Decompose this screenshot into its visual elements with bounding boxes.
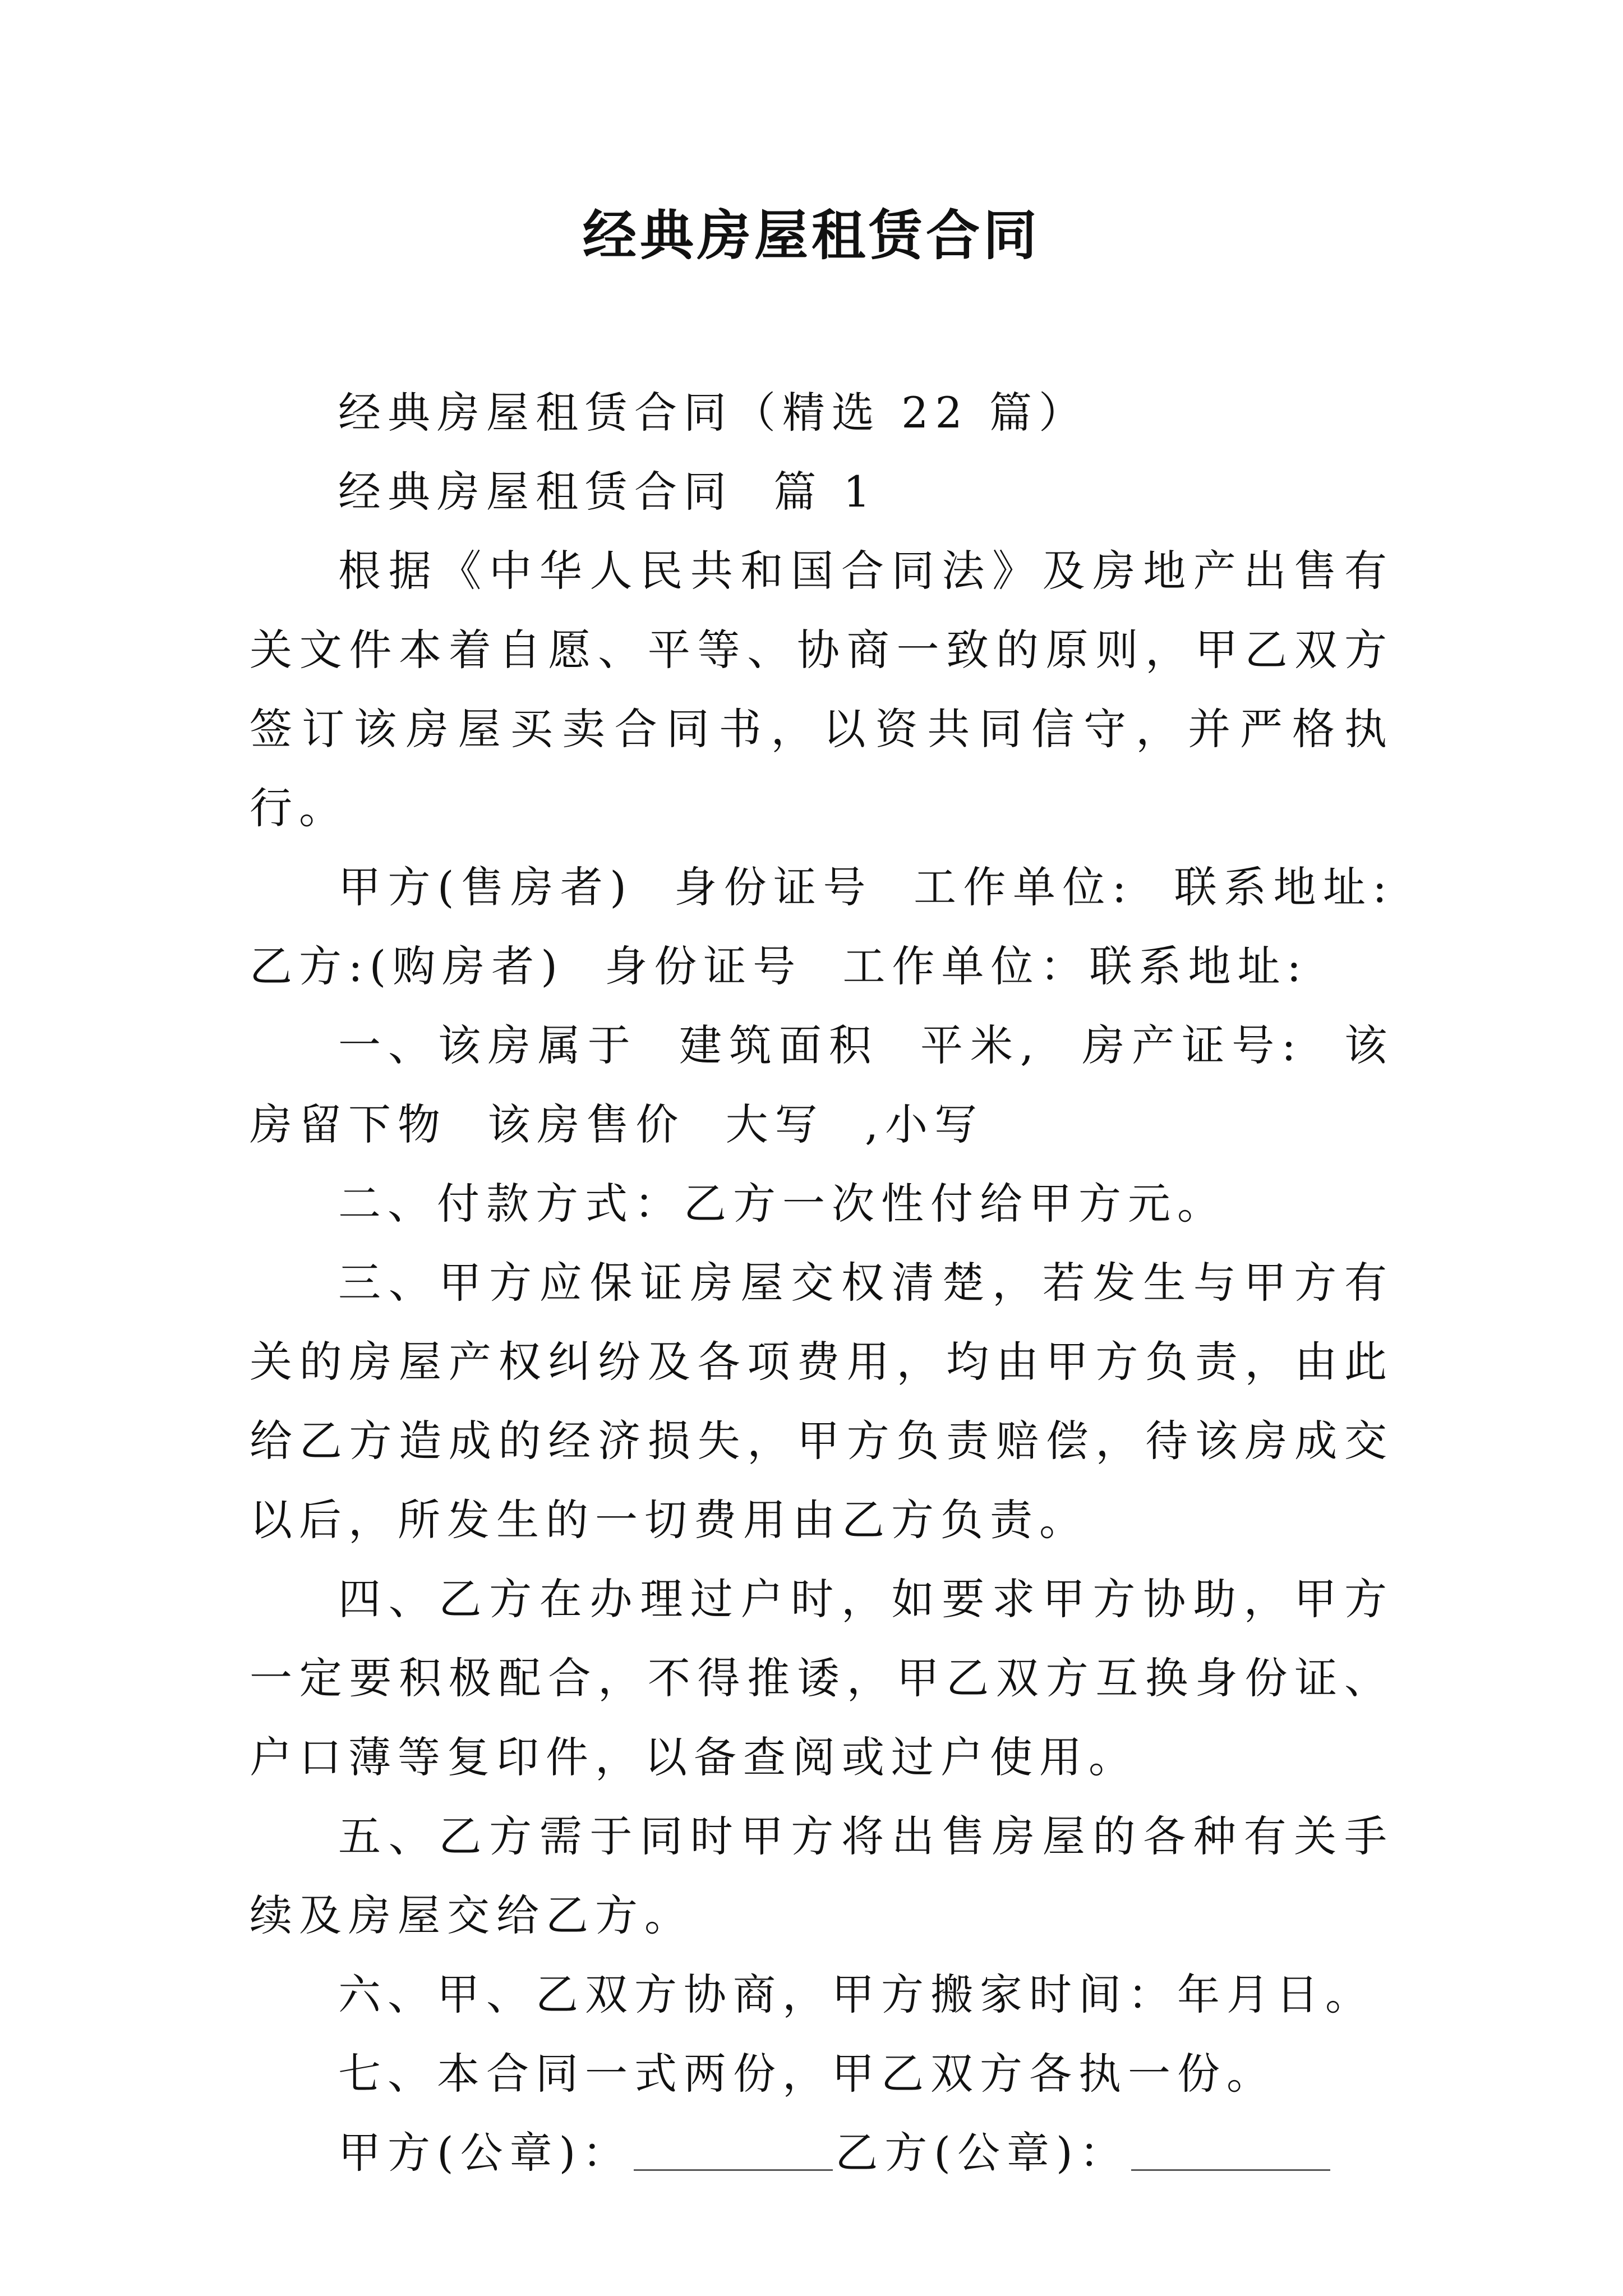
paragraph-clause-6: 六、甲、乙双方协商，甲方搬家时间：年月日。 [338,1970,1375,2019]
paragraph-clause-4: 四、乙方在办理过户时，如要求甲方协助，甲方一定要积极配合，不得推诿，甲乙双方互换身份证、户口薄等复印件，以备查阅或过户使用。 [250,1574,1394,1782]
paragraph-clause-2: 二、付款方式：乙方一次性付给甲方元。 [338,1179,1227,1228]
document-title: 经典房屋租赁合同 [583,204,1040,267]
paragraph-clause-3: 三、甲方应保证房屋交权清楚，若发生与甲方有关的房屋产权纠纷及各项费用，均由甲方负责，由此给乙方造成的经济损失，甲方负责赔偿，待该房成交以后，所发生的一切费用由乙方负责。 [250,1258,1394,1545]
party-b-seal-label: 乙方(公章)： [835,2128,1129,2178]
signature-line [250,2113,1394,2192]
paragraph-section-heading: 经典房屋租赁合同 篇 1 [338,467,877,517]
party-a-seal-label: 甲方(公章)： [338,2128,632,2178]
document-body [250,373,1435,2192]
paragraph-clause-1: 一、该房属于 建筑面积 平米, 房产证号: 该房留下物 该房售价 大写 ,小写 [250,1020,1394,1149]
paragraph-clause-7: 七、本合同一式两份，甲乙双方各执一份。 [338,2049,1276,2099]
party-a-seal-blank [634,2169,833,2171]
paragraph-preamble: 根据《中华人民共和国合同法》及房地产出售有关文件本着自愿、平等、协商一致的原则，甲乙双方签订该房屋买卖合同书，以资共同信守，并严格执行。 [250,546,1394,833]
paragraph-parties: 甲方(售房者) 身份证号 工作单位: 联系地址: 乙方:(购房者) 身份证号 工作单位：联系地址: [250,862,1435,991]
paragraph-subtitle: 经典房屋租赁合同（精选 22 篇） [338,388,1089,438]
paragraph-clause-5: 五、乙方需于同时甲方将出售房屋的各种有关手续及房屋交给乙方。 [250,1811,1394,1940]
party-b-seal-blank [1131,2169,1330,2171]
